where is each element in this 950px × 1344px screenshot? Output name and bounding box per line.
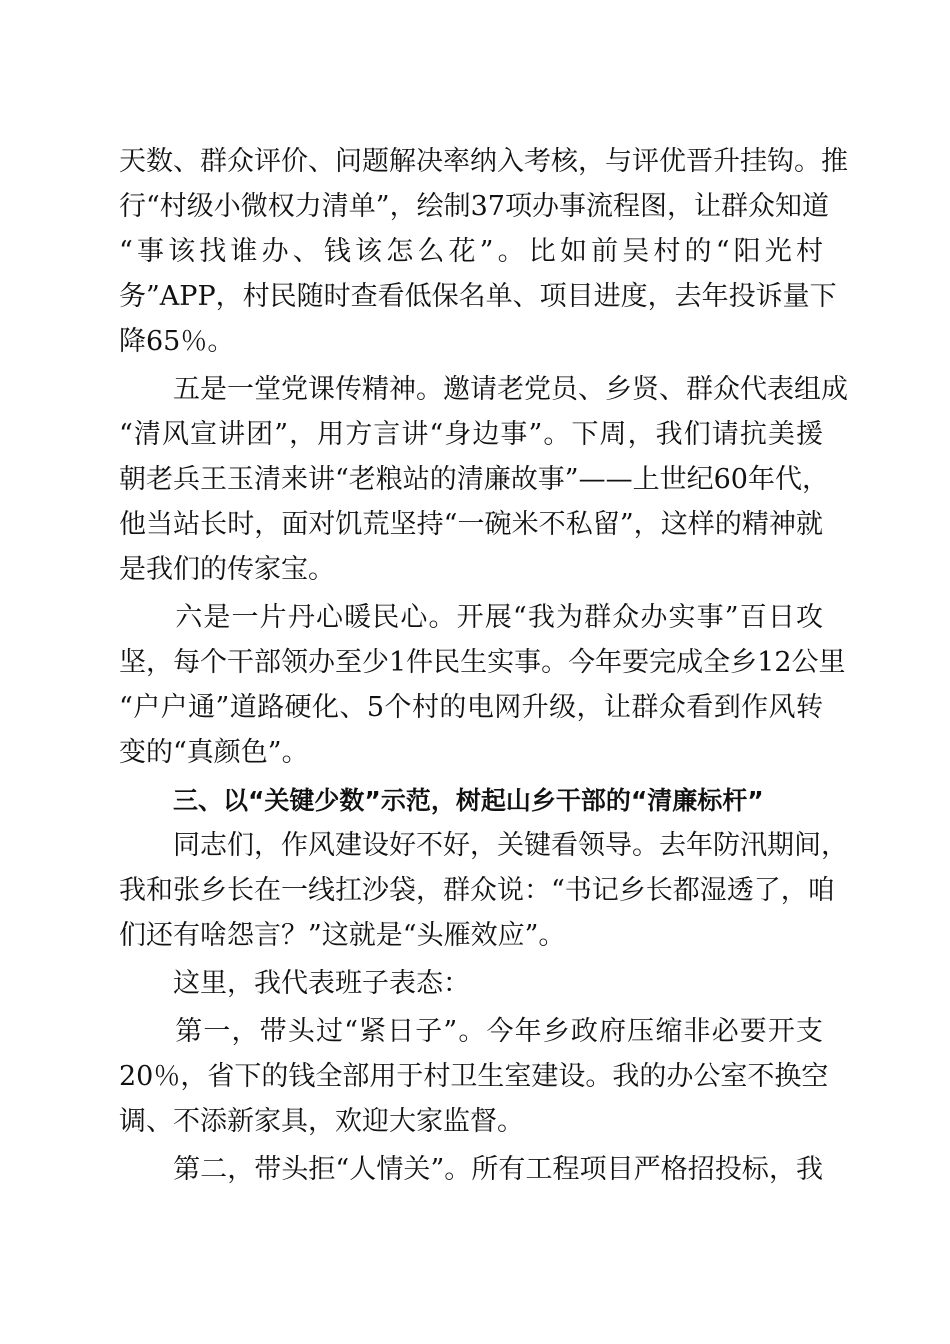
text-line: 天数、群众评价、问题解决率纳入考核，与评优晋升挂钩。推 — [119, 146, 848, 177]
text-line: 坚，每个干部领办至少1件民生实事。今年要完成全乡12公里 — [119, 647, 846, 678]
text-line: 同志们，作风建设好不好，关键看领导。去年防汛期间， — [119, 830, 848, 861]
text-line: 朝老兵王玉清来讲“老粮站的清廉故事”——上世纪60年代， — [119, 464, 829, 495]
paragraph-point-five — [119, 367, 848, 592]
text-line: 五是一堂党课传精神。邀请老党员、乡贤、群众代表组成 — [119, 374, 848, 405]
paragraph-leadership — [119, 823, 848, 958]
text-line: “事该找谁办、钱该怎么花”。比如前吴村的“阳光村 — [119, 236, 823, 267]
heading-line: 三、以“关键少数”示范，树起山乡干部的“清廉标杆” — [173, 786, 764, 815]
text-line: “户户通”道路硬化、5个村的电网升级，让群众看到作风转 — [119, 692, 823, 723]
text-line: 六是一片丹心暖民心。开展“我为群众办实事”百日攻 — [119, 602, 823, 633]
text-line: 是我们的传家宝。 — [119, 554, 335, 585]
paragraph-point-six — [119, 595, 846, 775]
text-line: 们还有啥怨言？”这就是“头雁效应”。 — [119, 920, 566, 951]
paragraph-pledge-one — [119, 1009, 829, 1144]
text-line: 变的“真颜色”。 — [119, 737, 309, 768]
section-heading-three — [119, 778, 823, 823]
paragraph-assessment-continuation — [119, 139, 848, 364]
text-line: 20％，省下的钱全部用于村卫生室建设。我的办公室不换空 — [119, 1061, 829, 1092]
text-line: 我和张乡长在一线扛沙袋，群众说：“书记乡长都湿透了，咱 — [119, 875, 835, 906]
text-line: “清风宣讲团”，用方言讲“身边事”。下周，我们请抗美援 — [119, 419, 823, 450]
text-line: 第一，带头过“紧日子”。今年乡政府压缩非必要开支 — [119, 1016, 823, 1047]
text-line: 他当站长时，面对饥荒坚持“一碗米不私留”，这样的精神就 — [119, 509, 823, 540]
text-line: 调、不添新家具，欢迎大家监督。 — [119, 1106, 524, 1137]
document-body — [119, 139, 848, 1192]
text-line: 这里，我代表班子表态： — [119, 968, 470, 999]
text-line: 第二，带头拒“人情关”。所有工程项目严格招投标，我 — [119, 1154, 823, 1185]
text-line: 务”APP，村民随时查看低保名单、项目进度，去年投诉量下 — [119, 281, 837, 312]
text-line: 行“村级小微权力清单”，绘制37项办事流程图，让群众知道 — [119, 191, 829, 222]
paragraph-pledge-two — [119, 1147, 823, 1192]
text-line: 降65％。 — [119, 326, 235, 357]
paragraph-statement-intro — [119, 961, 823, 1006]
